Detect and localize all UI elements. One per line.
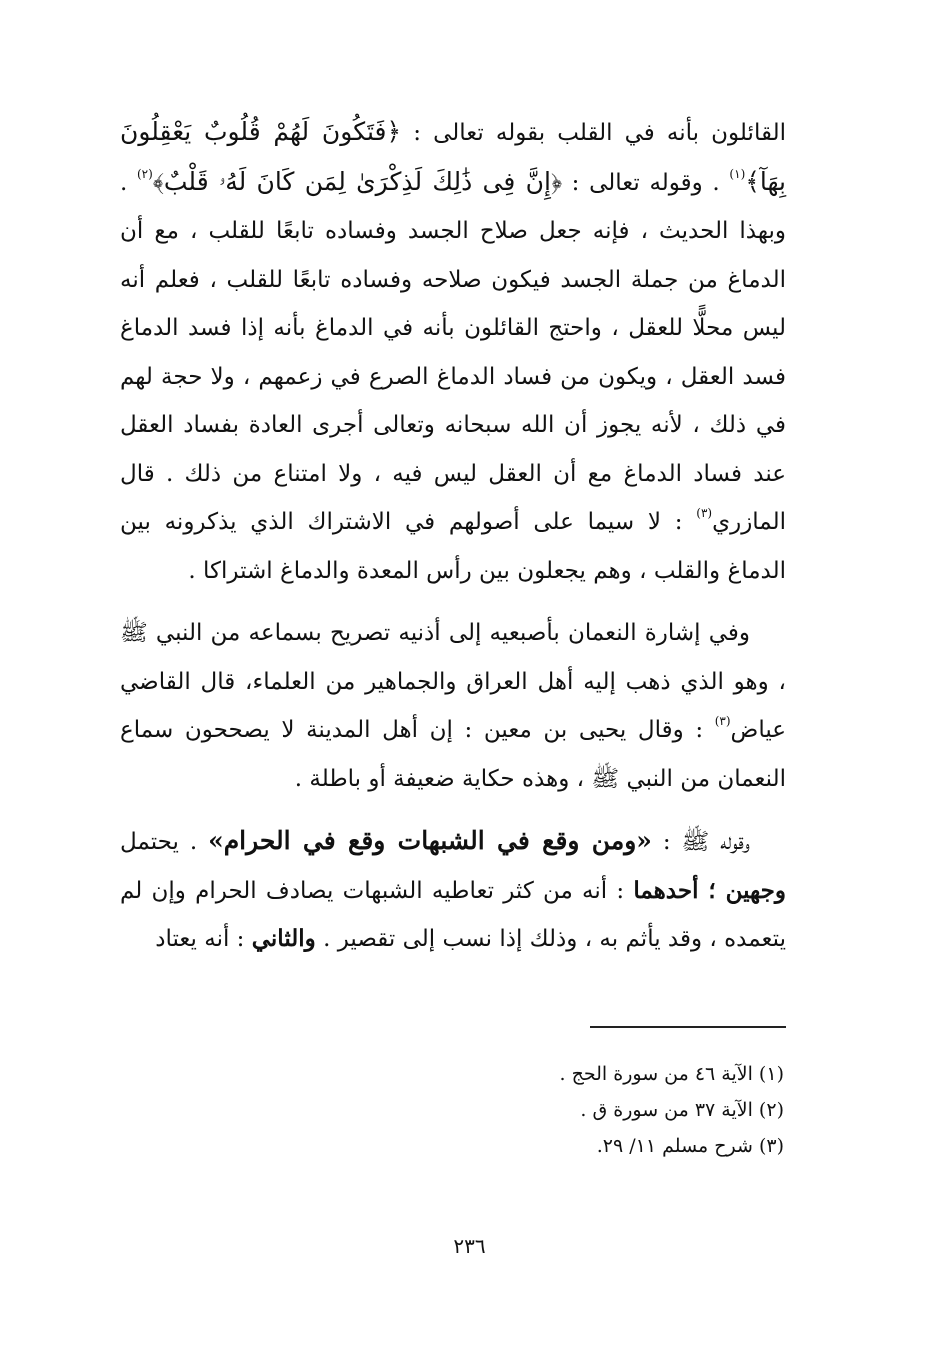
- text-run: : وقال يحيى بن معين : إن أهل المدينة لا يصححون سماع النعمان من النبي ﷺ ، وهذه حكاية ضعيفة أو باطلة .: [120, 717, 786, 792]
- footnote-separator: [590, 1026, 786, 1028]
- footnote-1: (١) الآية ٤٦ من سورة الحج .: [559, 1063, 784, 1085]
- page-number: ٢٣٦: [453, 1234, 486, 1258]
- footnote-ref: (٣): [714, 714, 731, 728]
- footnotes: [300, 1056, 784, 1164]
- quran-verse: ﴿إِنَّ فِى ذَٰلِكَ لَذِكْرَىٰ لِمَن كَانَ لَهُۥ قَلْبٌ﴾: [152, 166, 563, 196]
- footnote-3: (٣) شرح مسلم ١١/ ٢٩.: [596, 1135, 784, 1157]
- bold-term: وجهين ؛ أحدهما: [633, 876, 786, 904]
- text-run: : أنه من كثر تعاطيه الشبهات يصادف الحرام وإن لم يتعمده ، وقد يأثم به ، وذلك إذا نسب إلى تقصير .: [120, 877, 786, 952]
- text-run: . وبهذا الحديث ، فإنه جعل صلاح الجسد وفساده تابعًا للقلب ، مع أن الدماغ من جملة الجسد فيكون صلاحه وفساده تابعًا للقلب ، فعلم أنه ليس محلًّا للعقل ، واحتج القائلون بأنه في الدماغ بأنه إذا فسد الدماغ فسد العقل ، ويكون من فساد الدماغ الصرع في زعمهم ، ولا حجة لهم في ذلك ، لأنه يجوز أن الله سبحانه وتعالى أجرى العادة بفساد العقل عند فساد الدماغ مع أن العقل ليس فيه ، ولا امتناع من ذلك . قال المازري: [120, 169, 786, 535]
- text-run: وقوله ﷺ :: [651, 829, 750, 855]
- text-run: : لا سيما على أصولهم في الاشتراك الذي يذكرونه بين الدماغ والقلب ، وهم يجعلون بين رأس المعدة والدماغ اشتراكا .: [120, 509, 786, 584]
- quran-verse: ﴿فَتَكُونَ لَهُمْ قُلُوبٌ يَعْقِلُونَ بِهَآ﴾: [120, 117, 786, 196]
- text-run: . يحتمل: [120, 829, 209, 855]
- footnote-ref: (١): [729, 166, 746, 181]
- text-run: القائلون بأنه في القلب بقوله تعالى :: [401, 120, 786, 146]
- paragraph-3: [120, 817, 786, 964]
- footnote-ref: (٢): [136, 166, 153, 181]
- hadith-quote: «ومن وقع في الشبهات وقع في الحرام»: [208, 826, 652, 855]
- text-run: . وقوله تعالى :: [562, 169, 730, 196]
- footnote-ref: (٣): [696, 506, 713, 520]
- bold-term: والثاني: [251, 925, 316, 952]
- text-run: وفي إشارة النعمان بأصبعيه إلى أذنيه تصريح بسماعه من النبي ﷺ ، وهو الذي ذهب إليه أهل العراق والجماهير من العلماء، قال القاضي عياض: [120, 620, 786, 743]
- main-text: [120, 108, 786, 964]
- paragraph-1: [120, 108, 786, 595]
- footnote-2: (٢) الآية ٣٧ من سورة ق .: [580, 1099, 784, 1121]
- paragraph-2: [120, 609, 786, 803]
- text-run: : أنه يعتاد: [155, 926, 252, 952]
